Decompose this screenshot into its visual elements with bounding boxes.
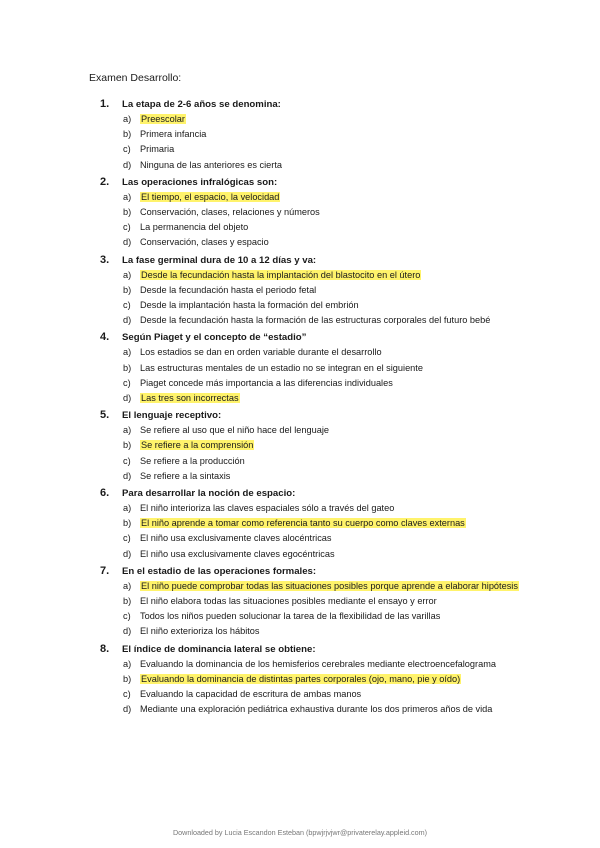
highlighted-answer: Evaluando la dominancia de distintas partes corporales (ojo, mano, pie y oído) xyxy=(141,673,461,684)
option-text: El niño usa exclusivamente claves alocéntricas xyxy=(140,533,332,544)
answer-option xyxy=(100,594,530,609)
answer-option xyxy=(100,376,530,391)
highlighted-answer: Se refiere a la comprensión xyxy=(141,440,254,451)
option-letter: a) xyxy=(123,425,132,436)
answer-option xyxy=(100,547,530,562)
option-letter: d) xyxy=(123,237,132,248)
option-letter: a) xyxy=(123,114,132,124)
answer-option xyxy=(100,142,530,157)
option-text: Conservación, clases, relaciones y números xyxy=(140,207,320,218)
option-text: El niño elabora todas las situaciones posibles mediante el ensayo y error xyxy=(140,596,437,607)
option-letter: b) xyxy=(123,362,132,373)
option-letter: a) xyxy=(123,269,132,280)
option-text: Conservación, clases y espacio xyxy=(140,237,269,248)
answer-option xyxy=(100,702,530,717)
option-letter: b) xyxy=(123,440,132,451)
option-text: Se refiere a la sintaxis xyxy=(140,470,231,481)
answer-option xyxy=(100,391,530,406)
question-3 xyxy=(100,253,530,329)
option-letter: c) xyxy=(123,611,131,622)
answer-option xyxy=(100,516,530,531)
answer-option xyxy=(100,220,530,235)
option-text: Todos los niños pueden solucionar la tarea de la flexibilidad de las varillas xyxy=(140,611,441,622)
answer-option xyxy=(100,687,530,702)
answer-option xyxy=(100,205,530,220)
question-number: 5. xyxy=(100,409,110,422)
option-text: Primaria xyxy=(140,144,175,155)
question-list xyxy=(100,95,530,718)
answer-option xyxy=(100,672,530,687)
option-text: Se refiere a la producción xyxy=(140,455,245,466)
option-letter: b) xyxy=(123,129,132,140)
question-number: 3. xyxy=(100,253,110,266)
option-letter: a) xyxy=(123,347,132,358)
question-8 xyxy=(100,642,530,718)
option-letter: b) xyxy=(123,518,132,529)
question-heading xyxy=(100,408,530,423)
answer-option xyxy=(100,454,530,469)
option-text: Desde la fecundación hasta la formación de las estructuras corporales del futuro bebé xyxy=(140,315,491,326)
option-text: Desde la fecundación hasta el periodo fetal xyxy=(140,284,317,295)
option-letter: d) xyxy=(123,315,132,326)
option-letter: b) xyxy=(123,673,132,684)
question-heading xyxy=(100,175,530,190)
question-number: 2. xyxy=(100,175,110,188)
question-text: Las operaciones infralógicas son: xyxy=(122,176,278,188)
question-text: Para desarrollar la noción de espacio: xyxy=(122,488,296,500)
question-1 xyxy=(100,97,530,173)
answer-option xyxy=(100,112,530,127)
option-text: Se refiere al uso que el niño hace del lenguaje xyxy=(140,425,329,436)
option-letter: c) xyxy=(123,377,131,388)
question-text: Según Piaget y el concepto de “estadio” xyxy=(122,332,307,344)
option-text: La permanencia del objeto xyxy=(140,222,249,233)
question-number: 4. xyxy=(100,331,110,344)
question-2 xyxy=(100,175,530,251)
option-text: El niño usa exclusivamente claves egocéntricas xyxy=(140,548,335,559)
question-6 xyxy=(100,486,530,562)
exam-title: Examen Desarrollo: xyxy=(89,72,182,84)
option-letter: a) xyxy=(123,191,132,202)
option-letter: a) xyxy=(123,580,132,591)
answer-option xyxy=(100,423,530,438)
question-heading xyxy=(100,97,530,112)
option-letter: d) xyxy=(123,470,132,481)
highlighted-answer: Desde la fecundación hasta la implantación del blastocito en el útero xyxy=(141,269,421,280)
answer-option xyxy=(100,624,530,639)
answer-option xyxy=(100,657,530,672)
question-7 xyxy=(100,564,530,640)
question-text: La etapa de 2-6 años se denomina: xyxy=(122,99,281,110)
answer-option xyxy=(100,127,530,142)
download-footer: Downloaded by Lucia Escandon Esteban (bpwjrjvjwr@privaterelay.appleid.com) xyxy=(172,828,428,837)
option-letter: d) xyxy=(123,626,132,637)
option-text: Las estructuras mentales de un estadio no se integran en el siguiente xyxy=(140,362,423,373)
answer-option xyxy=(100,361,530,376)
question-heading xyxy=(100,564,530,579)
question-5 xyxy=(100,408,530,484)
answer-option xyxy=(100,313,530,328)
question-number: 1. xyxy=(100,98,110,110)
option-letter: d) xyxy=(123,704,132,715)
highlighted-answer: El niño aprende a tomar como referencia tanto su cuerpo como claves externas xyxy=(141,518,465,529)
option-letter: c) xyxy=(123,222,131,233)
option-letter: c) xyxy=(123,300,131,311)
option-text: Mediante una exploración pediátrica exhaustiva durante los dos primeros años de vida xyxy=(140,704,493,715)
answer-option xyxy=(100,283,530,298)
question-heading xyxy=(100,330,530,345)
option-text: Desde la implantación hasta la formación del embrión xyxy=(140,300,359,311)
question-heading xyxy=(100,253,530,268)
answer-option xyxy=(100,158,530,173)
option-text: Evaluando la capacidad de escritura de ambas manos xyxy=(140,689,362,700)
highlighted-answer: Preescolar xyxy=(141,114,185,124)
highlighted-answer: Las tres son incorrectas xyxy=(141,393,239,404)
option-letter: d) xyxy=(123,393,132,404)
question-number: 7. xyxy=(100,564,110,577)
option-letter: c) xyxy=(123,144,131,155)
question-text: El lenguaje receptivo: xyxy=(122,410,222,422)
option-text: Primera infancia xyxy=(140,129,207,140)
option-letter: c) xyxy=(123,455,131,466)
answer-option xyxy=(100,579,530,594)
option-letter: d) xyxy=(123,548,132,559)
answer-option xyxy=(100,268,530,283)
answer-option xyxy=(100,298,530,313)
question-text: La fase germinal dura de 10 a 12 días y va: xyxy=(122,254,317,266)
highlighted-answer: El niño puede comprobar todas las situaciones posibles porque aprende a elaborar hipótesis xyxy=(141,580,518,591)
answer-option xyxy=(100,190,530,205)
question-text: En el estadio de las operaciones formales: xyxy=(122,565,317,577)
option-letter: b) xyxy=(123,207,132,218)
question-number: 8. xyxy=(100,642,110,655)
answer-option xyxy=(100,501,530,516)
answer-option xyxy=(100,235,530,250)
question-text: El índice de dominancia lateral se obtiene: xyxy=(122,643,316,655)
option-letter: c) xyxy=(123,689,131,700)
option-letter: a) xyxy=(123,658,132,669)
answer-option xyxy=(100,609,530,624)
option-text: El niño interioriza las claves espaciales sólo a través del gateo xyxy=(140,503,395,514)
question-heading xyxy=(100,486,530,501)
option-text: Los estadios se dan en orden variable durante el desarrollo xyxy=(140,347,382,358)
option-letter: c) xyxy=(123,533,131,544)
answer-option xyxy=(100,345,530,360)
option-text: Ninguna de las anteriores es cierta xyxy=(140,159,282,170)
option-letter: a) xyxy=(123,503,132,514)
answer-option xyxy=(100,469,530,484)
answer-option xyxy=(100,438,530,453)
option-text: Piaget concede más importancia a las diferencias individuales xyxy=(140,377,393,388)
highlighted-answer: El tiempo, el espacio, la velocidad xyxy=(141,191,280,202)
option-text: Evaluando la dominancia de los hemisferios cerebrales mediante electroencefalograma xyxy=(140,658,496,669)
option-letter: b) xyxy=(123,596,132,607)
answer-option xyxy=(100,531,530,546)
question-number: 6. xyxy=(100,487,110,500)
question-heading xyxy=(100,642,530,657)
question-4 xyxy=(100,330,530,406)
option-letter: b) xyxy=(123,284,132,295)
option-text: El niño exterioriza los hábitos xyxy=(140,626,260,637)
option-letter: d) xyxy=(123,159,132,170)
